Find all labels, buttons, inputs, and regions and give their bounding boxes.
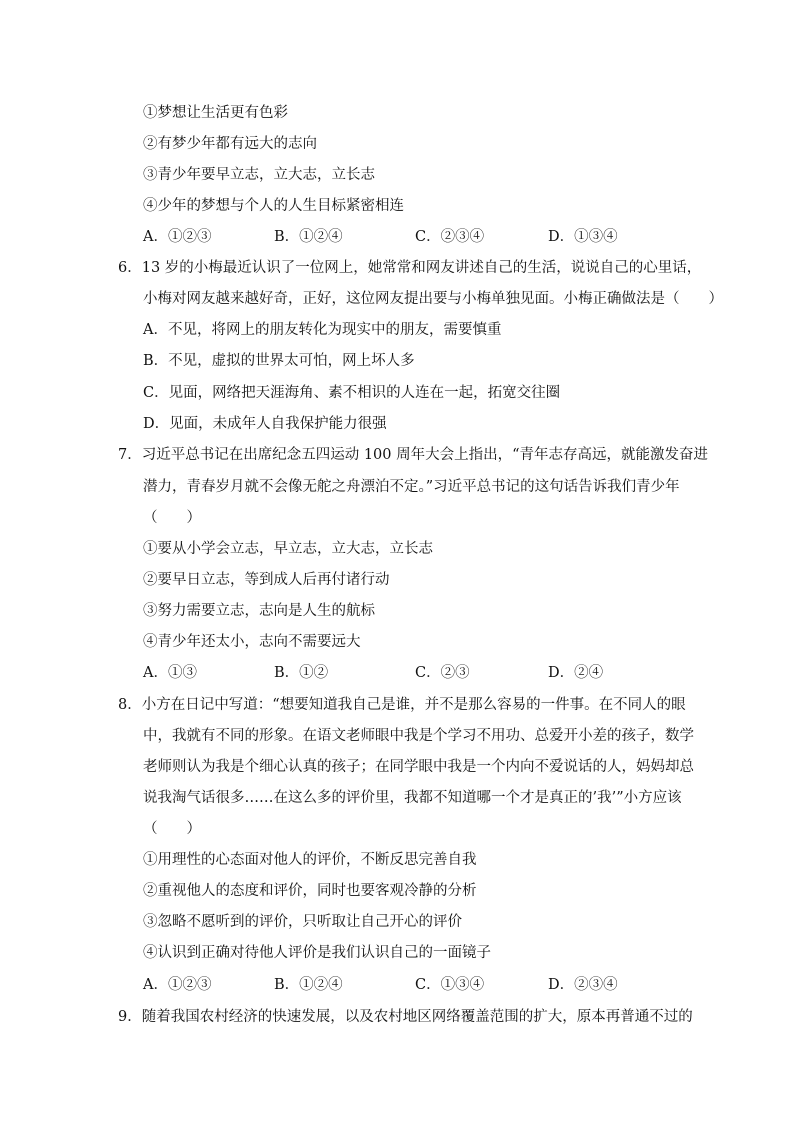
q7-item-3: ③努力需要立志，志向是人生的航标 — [143, 603, 375, 619]
q7-item-2: ②要早日立志，等到成人后再付诸行动 — [143, 572, 390, 588]
q7-option-d: D．②④ — [548, 665, 604, 681]
q6-stem-line-2: 小梅对网友越来越好奇，正好，这位网友提出要与小梅单独见面。小梅正确做法是（ ） — [143, 291, 723, 307]
q8-stem-line-2: 中，我就有不同的形象。在语文老师眼中我是个学习不用功、总爱开小差的孩子，数学 — [143, 728, 694, 744]
q6-option-c: C．见面，网络把天涯海角、素不相识的人连在一起，拓宽交往圈 — [143, 385, 561, 401]
q5-option-c: C．②③④ — [415, 229, 485, 245]
q7-option-b: B．①② — [274, 665, 329, 681]
q6-option-a: A．不见，将网上的朋友转化为现实中的朋友，需要慎重 — [143, 322, 502, 338]
q5-item-3: ③青少年要早立志，立大志，立长志 — [143, 167, 375, 183]
q7-stem-line-3: （ ） — [143, 510, 201, 526]
q8-option-a: A．①②③ — [143, 977, 212, 993]
q8-options — [143, 975, 743, 995]
q6-option-d: D．见面，未成年人自我保护能力很强 — [143, 416, 387, 432]
q8-stem-line-3: 老师则认为我是个细心认真的孩子；在同学眼中我是一个内向不爱说话的人，妈妈却总 — [143, 759, 694, 775]
q5-option-a: A．①②③ — [143, 229, 212, 245]
q6-stem-line-1: 6．13 岁的小梅最近认识了一位网上，她常常和网友讲述自己的生活，说说自己的心里话， — [118, 260, 702, 276]
q7-option-a: A．①③ — [143, 665, 197, 681]
q7-item-1: ①要从小学会立志，早立志，立大志，立长志 — [143, 541, 433, 557]
q8-option-d: D．②③④ — [548, 977, 618, 993]
q8-stem-line-1: 8．小方在日记中写道：“想要知道我自己是谁，并不是那么容易的一件事。在不同人的眼 — [118, 697, 686, 713]
q5-item-1: ①梦想让生活更有色彩 — [143, 105, 288, 121]
q7-option-c: C．②③ — [415, 665, 470, 681]
q9-stem-line-1: 9．随着我国农村经济的快速发展，以及农村地区网络覆盖范围的扩大，原本再普通不过的 — [118, 1009, 693, 1025]
q5-item-4: ④少年的梦想与个人的人生目标紧密相连 — [143, 198, 404, 214]
q7-item-4: ④青少年还太小，志向不需要远大 — [143, 634, 361, 650]
q5-item-2: ②有梦少年都有远大的志向 — [143, 136, 317, 152]
q7-options — [143, 663, 743, 683]
q8-item-2: ②重视他人的态度和评价，同时也要客观冷静的分析 — [143, 883, 477, 899]
q8-stem-line-4: 说我淘气话很多……在这么多的评价里，我都不知道哪一个才是真正的’我’”小方应该 — [143, 790, 682, 806]
q5-option-b: B．①②④ — [274, 229, 343, 245]
q8-item-4: ④认识到正确对待他人评价是我们认识自己的一面镜子 — [143, 945, 491, 961]
q5-options — [143, 227, 743, 247]
q6-option-b: B．不见，虚拟的世界太可怕，网上坏人多 — [143, 353, 415, 369]
q7-stem-line-2: 潜力，青春岁月就不会像无舵之舟漂泊不定。”习近平总书记的这句话告诉我们青少年 — [143, 479, 680, 495]
q5-option-d: D．①③④ — [548, 229, 618, 245]
q8-option-b: B．①②④ — [274, 977, 343, 993]
q8-option-c: C．①③④ — [415, 977, 485, 993]
q8-stem-line-5: （ ） — [143, 821, 201, 837]
q8-item-3: ③忽略不愿听到的评价，只听取让自己开心的评价 — [143, 914, 462, 930]
q8-item-1: ①用理性的心态面对他人的评价，不断反思完善自我 — [143, 852, 477, 868]
q7-stem-line-1: 7．习近平总书记在出席纪念五四运动 100 周年大会上指出，“青年志存高远，就能激发奋进 — [118, 447, 709, 463]
